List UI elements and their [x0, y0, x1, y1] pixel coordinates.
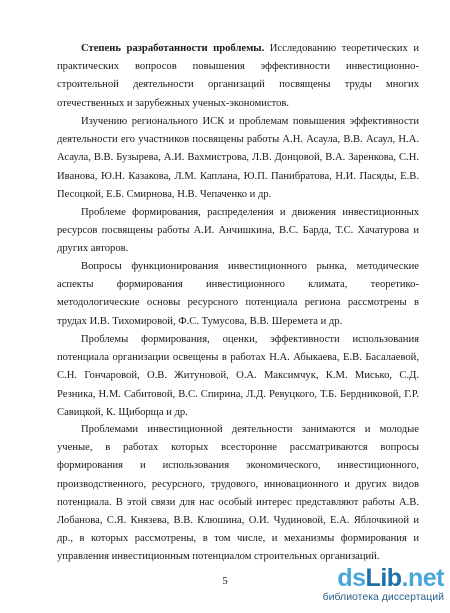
paragraph-2 — [57, 113, 419, 204]
paragraph-6 — [57, 421, 419, 567]
paragraph-text: Проблемами инвестиционной деятельности занимаются и молодые ученые, в работах которых всесторонне рассматриваются вопросы формирования и использования экономического, инвестиционного, производственного, ресурсного, трудового, инновационного и других видов потенциала. В этой связи для нас особый интерес представляют работы А.В. Лобанова, С.Я. Князева, В.В. Клюшина, О.И. Чудиновой, Е.А. Яблочкиной и др., в которых рассмотрены, в том числе, и механизмы формирования и управления инвестиционным потенциалом строительных организаций. — [57, 424, 419, 563]
paragraph-1 — [57, 40, 419, 113]
paragraph-text: Вопросы функционирования инвестиционного рынка, методические аспекты формирования инвестиционного климата, теоретико-методологические основы ресурсного потенциала региона рассмотрены в трудах И.В. Тихомировой, Ф.С. Тумусова, В.В. Шеремета и др. — [57, 261, 419, 327]
paragraph-3 — [57, 204, 419, 259]
paragraph-text: Проблеме формирования, распределения и движения инвестиционных ресурсов посвящены работы А.И. Анчишкина, В.С. Барда, Т.С. Хачатурова и других авторов. — [57, 207, 419, 255]
dslib-watermark — [314, 565, 444, 607]
paragraph-4 — [57, 258, 419, 331]
page-number: 5 — [222, 576, 228, 587]
paragraph-text: Изучению регионального ИСК и проблемам повышения эффективности деятельности его участников посвящены работы А.Н. Асаула, В.В. Асаул, Н.А. Асаула, В.В. Бузырева, А.И. Вахмистрова, Л.В. Донцовой, В.А. Заренкова, С.Н. Иванова, Ю.Н. Казакова, Л.М. Каплана, Ю.П. Панибратова, Н.И. Пасяды, Е.В. Песоцкой, Е.Б. Смирнова, Н.В. Чепаченко и др. — [57, 116, 419, 200]
paragraph-text: Проблемы формирования, оценки, эффективности использования потенциала организации освещены в работах Н.А. Абыкаева, Е.В. Басалаевой, С.Н. Гончаровой, О.В. Житуновой, О.А. Максимчук, К.М. Мисько, С.Д. Резника, Н.М. Сабитовой, В.С. Спирина, Л.Д. Ревуцкого, Т.Б. Бердниковой, Г.Р. Савицкой, К. Щиборща и др. — [57, 334, 419, 418]
paragraph-text: Исследованию теоретических и практических вопросов повышения эффективности инвестиционно-строительной деятельности организаций посвящены труды многих отечественных и зарубежных ученых-экономистов. — [57, 43, 419, 109]
watermark-subtitle: библиотека диссертаций — [322, 591, 444, 603]
section-lead: Степень разработанности проблемы. — [81, 43, 265, 54]
paragraph-5 — [57, 331, 419, 422]
dslib-logo: dsLib.net — [337, 564, 444, 592]
